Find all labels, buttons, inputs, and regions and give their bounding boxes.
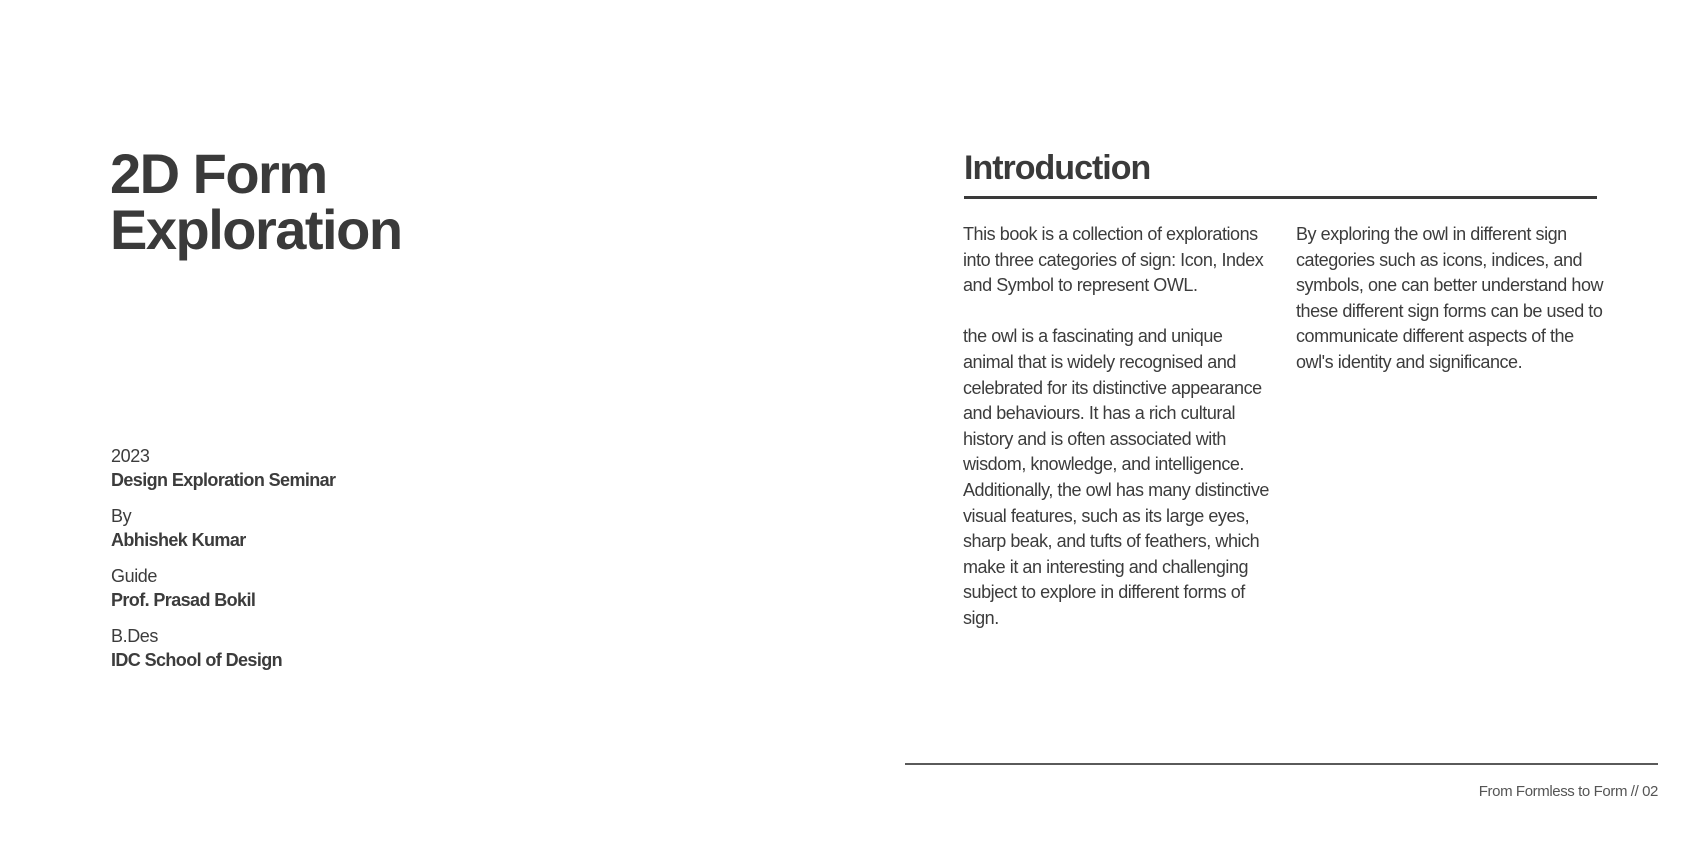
credit-label: 2023 — [111, 446, 150, 466]
credit-value: IDC School of Design — [111, 650, 283, 670]
credit-guide — [111, 564, 511, 612]
credits-block — [111, 444, 511, 684]
running-footer: From Formless to Form // 02 — [1478, 783, 1658, 800]
body-column-left — [963, 222, 1271, 657]
credit-label: By — [111, 506, 132, 526]
title-line-1: 2D Form — [110, 142, 327, 205]
paragraph: the owl is a fascinating and unique animal that is widely recognised and celebrated for its distinctive appearance and behaviours. It has a rich cultural history and is often associated with wisdom, knowledge, and intelligence. Additionally, the owl has many distinctive visual features, such as its large eyes, sharp beak, and tufts of feathers, which make it an interesting and challenging subject to explore in different forms of sign. — [963, 326, 1269, 628]
credit-author — [111, 504, 511, 552]
credit-value: Abhishek Kumar — [111, 530, 246, 550]
credit-program — [111, 624, 511, 672]
section-heading: Introduction — [964, 149, 1151, 187]
credit-value: Prof. Prasad Bokil — [111, 590, 256, 610]
credit-label: Guide — [111, 566, 158, 586]
page-title — [110, 142, 402, 261]
credit-year — [111, 444, 511, 492]
heading-divider — [964, 196, 1597, 199]
footer-divider — [905, 763, 1658, 765]
credit-value: Design Exploration Seminar — [111, 470, 336, 490]
paragraph: By exploring the owl in different sign categories such as icons, indices, and symbols, one can better understand how these different sign forms can be used to communicate different aspects of the owl's identity and significance. — [1296, 224, 1604, 372]
body-column-right — [1296, 222, 1606, 401]
title-line-2: Exploration — [110, 198, 402, 261]
paragraph: This book is a collection of explorations into three categories of sign: Icon, Index and Symbol to represent OWL. — [963, 224, 1264, 296]
credit-label: B.Des — [111, 626, 159, 646]
